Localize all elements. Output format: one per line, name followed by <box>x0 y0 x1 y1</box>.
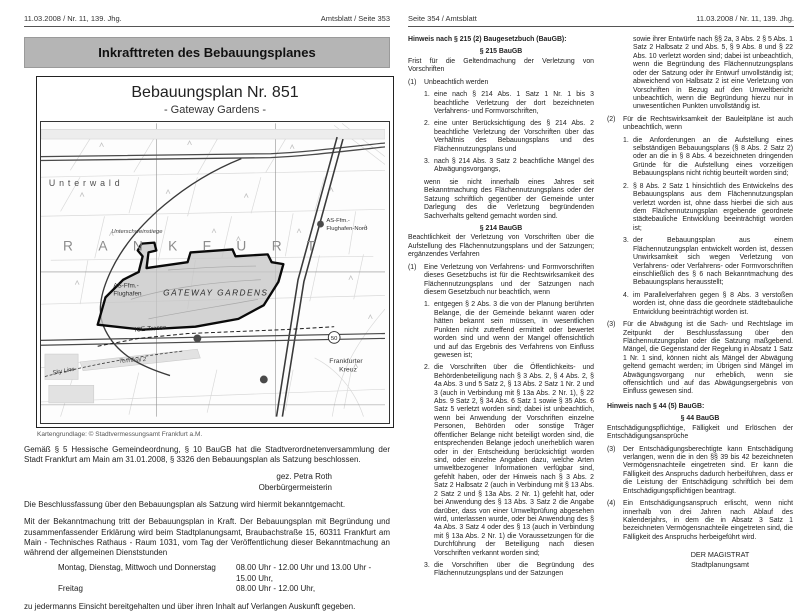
left-page-header <box>24 14 390 27</box>
plan-map <box>41 122 385 418</box>
left-header-date: 11.03.2008 / Nr. 11, 139. Jhg. <box>24 14 122 23</box>
gateway-gardens-label: GATEWAY GARDENS <box>163 287 269 298</box>
office-hours-times: 08.00 Uhr - 12.00 Uhr und 13.00 Uhr - 15.00 Uhr, <box>236 563 372 583</box>
road-badge-50 <box>328 332 340 344</box>
list-item <box>424 301 594 360</box>
ice-trasse-label: ICE-Trasse <box>134 324 167 334</box>
office-hours <box>58 563 390 594</box>
paragraph-text: Der Entschädigungsberechtigte kann Entschädigung verlangen, wenn die in den §§ 39 bis 42 bezeichneten Vermögensnachteile eingetreten sind. Er kann die Fälligkeit des Anspruchs dadurch herbeiführen, dass er die Leistung der Entschädigung schriftlich bei dem Entschädigungspflichtigen beantragt. <box>623 445 793 495</box>
paragraph-215-1-tail: wenn sie nicht innerhalb eines Jahres seit Bekanntmachung des Flächennutzungsplans oder der Satzung schriftlich gegenüber der Gemeinde unter Darlegung des die Verletzung begründenden Sachverhalts geltend gemacht worden sind. <box>424 178 594 220</box>
section-214-subtitle: Beachtlichkeit der Verletzung von Vorschriften über die Aufstellung des Flächennutzungsplans und der Satzungen; ergänzendes Verfahren <box>408 234 594 259</box>
list-item <box>424 364 594 558</box>
list-item-number: 4. <box>623 291 629 299</box>
paragraph-214-1 <box>408 264 594 298</box>
list-item-text: die Vorschriften über die Öffentlichkeits- und Behördenbeteiligung nach § 3 Abs. 2, § 4 Abs. 2, § 4a Abs. 3 und 5 Satz 2, § 13 Abs. 2 Satz 1 Nr. 2 und 3 (auch in Verbindung mit § 13a Abs. 2 Nr. 1), § 22 Abs. 9 Satz 2, § 34 Abs. 6 Satz 1 sowie § 35 Abs. 6 Satz 5 verletzt worden sind; dabei ist unbeachtlich, wenn bei Anwendung der Vorschriften einzelne Personen, Behörden oder sonstige Träger öffentlicher Belange nicht beteiligt worden sind, die entsprechenden Belange jedoch unerheblich waren oder in der Entscheidung berücksichtigt worden sind, oder einzelne Angaben dazu, welche Arten umweltbezogener Informationen verfügbar sind, gefehlt haben, oder der Hinweis nach § 3 Abs. 2 Satz 2 Halbsatz 2 (auch in Verbindung mit § 13 Abs. 2 Satz 2 und § 13a Abs. 2 Nr. 1) gefehlt hat, oder bei Anwendung des § 13 Abs. 3 Satz 2 die Angabe darüber, dass von einer Umweltprüfung abgesehen wird, unterlassen wurde, oder bei Anwendung des § 4a Abs. 3 Satz 4 oder des § 13 (auch in Verbindung mit § 13a Abs. 2 Nr. 1) die Voraussetzungen für die Durchführung der Beteiligung nach diesen Vorschriften verkannt worden sind; <box>434 364 594 557</box>
list-item-number: 3. <box>623 237 629 245</box>
list-item <box>623 237 793 288</box>
list-item <box>424 562 594 579</box>
page-left <box>24 14 390 612</box>
list-item-text: im Parallelverfahren gegen § 8 Abs. 3 verstoßen worden ist, ohne dass die geordnete städtebauliche Entwicklung beeinträchtigt worden ist. <box>633 291 793 316</box>
list-item-text: die Anforderungen an die Aufstellung eines selbständigen Bebauungsplans (§ 8 Abs. 2 Satz 2) oder an die in § 8 Abs. 4 bezeichneten dringenden Gründe für die Aufstellung eines vorzeitigen Bebauungsplans nicht richtig beurteilt worden sind; <box>633 136 793 178</box>
section-44-title: § 44 BauGB <box>680 415 720 423</box>
signature-block <box>24 472 332 493</box>
paragraph-label: (1) <box>408 78 417 86</box>
paragraph-label: (2) <box>607 115 616 123</box>
page-title: Inkrafttreten des Bebauungsplanes <box>24 37 390 68</box>
list-item-number: 2. <box>424 120 430 128</box>
list-item-text: eine unter Berücksichtigung des § 214 Abs. 2 beachtliche Verletzung der Vorschriften über das Verhältnis des Bebauungsplans und des Flächennutzungsplans und <box>434 120 594 153</box>
paragraph-label: (4) <box>607 500 616 508</box>
right-page-header <box>408 14 794 27</box>
frankfurter-kreuz-label-1: Frankfurter <box>329 357 363 365</box>
frankfurt-label: FRANKFURT <box>41 238 341 254</box>
paragraph-label: (3) <box>607 445 616 453</box>
paragraph-44-3 <box>607 446 793 497</box>
legal-column-1 <box>408 36 594 583</box>
signature-role: Oberbürgermeisterin <box>258 482 332 492</box>
office-hours-days: Freitag <box>58 584 83 594</box>
list-item-number: 2. <box>424 364 430 372</box>
right-header-date: 11.03.2008 / Nr. 11, 139. Jhg. <box>696 14 794 23</box>
list-item-text: entgegen § 2 Abs. 3 die von der Planung berührten Belange, die der Gemeinde bekannt waren oder hätten bekannt sein müssen, in wesentlichen Punkten nicht zutreffend ermittelt oder bewertet worden sind und wenn der Mangel offensichtlich und auf das Ergebnis des Verfahrens von Einfluss gewesen ist; <box>434 301 594 359</box>
rail-corridor <box>41 129 385 160</box>
paragraph-text: Für die Rechtswirksamkeit der Bauleitpläne ist auch unbeachtlich, wenn <box>623 115 793 132</box>
signature-name: gez. Petra Roth <box>276 472 332 482</box>
resolution-paragraph: Gemäß § 5 Hessische Gemeindeordnung, § 10 BauGB hat die Stadtverordnetenversammlung der Stadt Frankfurt am Main am 31.01.2008, § 3326 den Bebauungsplan als Satzung beschlossen. <box>24 445 390 465</box>
as-ffm-label-1: AS-Ffm.- <box>113 282 139 290</box>
paragraph-label: (3) <box>607 321 616 329</box>
paragraph-text: Eine Verletzung von Verfahrens- und Formvorschriften dieses Gesetzbuchs ist für die Rechtswirksamkeit des Flächennutzungsplans und der Satzungen nach diesem Gesetzbuch nur beachtlich, wenn <box>424 263 594 296</box>
left-header-page: Amtsblatt / Seite 353 <box>320 14 390 23</box>
list-item <box>623 292 793 317</box>
paragraph-215-1 <box>408 79 594 87</box>
built-up-blocks <box>45 349 200 403</box>
sky-line-label: Sky Line <box>52 366 76 377</box>
unterwald-label: Unterwald <box>48 177 124 188</box>
paragraph-text: Ein Entschädigungsanspruch erlischt, wenn nicht innerhalb von drei Jahren nach Ablauf des Kalenderjahrs, in dem die in Absatz 3 Satz 1 bezeichneten Vermögensnachteile eingetreten sind, die Fälligkeit des Anspruchs herbeigeführt wird. <box>623 500 793 541</box>
list-item-number: 1. <box>424 91 430 99</box>
list-item-text: nach § 214 Abs. 3 Satz 2 beachtliche Mängel des Abwägungsvorgangs, <box>434 158 594 174</box>
office-hours-row <box>58 563 390 584</box>
frankfurter-kreuz-label-2: Kreuz <box>339 366 357 374</box>
list-item <box>424 120 594 154</box>
list-item <box>623 137 793 179</box>
paragraph-label: (1) <box>408 263 417 271</box>
paragraph-214-3 <box>607 321 793 397</box>
map-frame <box>40 121 390 424</box>
office-hours-days: Montag, Dienstag, Mittwoch und Donnerstag <box>58 563 216 573</box>
motorway-a5 <box>277 137 343 417</box>
stadtplanungsamt-line: Stadtplanungsamt <box>691 559 749 569</box>
section-44-subtitle: Entschädigungspflichtige, Fälligkeit und Erlöschen der Entschädigungsansprüche <box>607 424 793 441</box>
list-item-number: 2. <box>623 182 629 190</box>
as-ffm-label-2: Flughafen <box>113 290 142 298</box>
list-item-text: eine nach § 214 Abs. 1 Satz 1 Nr. 1 bis 3 beachtliche Verletzung der dort bezeichneten Verfahrens- und Formvorschriften, <box>434 91 594 115</box>
list-item <box>623 183 793 234</box>
paragraph-44-4 <box>607 500 793 542</box>
as-ffm-nord-label-1: AS-Ffm.- <box>326 218 350 225</box>
office-hours-times: 08.00 Uhr - 12.00 Uhr, <box>236 584 316 594</box>
list-item <box>424 91 594 116</box>
right-header-page: Seite 354 / Amtsblatt <box>408 14 477 23</box>
list-item-number: 1. <box>424 301 430 309</box>
paragraph-text: Für die Abwägung ist die Sach- und Rechtslage im Zeitpunkt der Beschlussfassung über den Flächennutzungsplan oder die Satzung maßgebend. Mängel, die Gegenstand der Regelung in Absatz 1 Satz 1 Nr. 1 sind, können nicht als Mängel der Abwägung geltend gemacht werden; im Übrigen sind Mängel im Abwägungsvorgang nur erheblich, wenn sie offensichtlich und auf das Abwägungsergebnis von Einfluss gewesen sind. <box>623 321 793 396</box>
list-item-number: 3. <box>424 158 430 166</box>
section-215-title: § 215 BauGB <box>479 48 523 56</box>
list-item-text: der Bebauungsplan aus einem Flächennutzungsplan entwickelt worden ist, dessen Unwirksamkeit sich wegen Verletzung von Verfahrens- oder Verfahrens- oder Formvorschriften einschließlich des § 6 nach Bekanntmachung des Bebauungsplans herausstellt; <box>633 237 793 287</box>
list-item-text: § 8 Abs. 2 Satz 1 hinsichtlich des Entwickelns des Bebauungsplans aus dem Flächennutzungsplan verletzt worden ist, ohne dass hierbei die sich aus dem Flächennutzungsplan ergebende geordnete städtebauliche Entwicklung beeinträchtigt worden ist; <box>633 182 793 232</box>
magistrat-signature <box>607 550 793 569</box>
list-item-text: die Vorschriften über die Begründung des Flächennutzungsplans und der Satzungen <box>434 562 594 578</box>
office-hours-row <box>58 584 390 594</box>
list-item <box>424 158 594 175</box>
hint-44-heading: Hinweis nach § 44 (5) BauGB: <box>607 402 705 410</box>
closing-paragraph: zu jedermanns Einsicht bereitgehalten und über ihren Inhalt auf Verlangen Auskunft gegeben. <box>24 601 356 611</box>
section-214-title: § 214 BauGB <box>479 225 523 233</box>
inspection-paragraph: Mit der Bekanntmachung tritt der Bebauungsplan in Kraft. Der Bebauungsplan mit Begründung und zusammenfassender Erklärung wird beim Stadtplanungsamt, Braubachstraße 15, 60311 Frankfurt am Main - Technisches Rathaus - Raum 1031, vom Tag der Veröffentlichung dieser Bekanntmachung an während der allgemeinen Dienststunden <box>24 517 390 558</box>
section-215-subtitle: Frist für die Geltendmachung der Verletzung von Vorschriften <box>408 57 594 74</box>
hint-215-heading: Hinweis nach § 215 (2) Baugesetzbuch (BauGB): <box>408 36 567 43</box>
page-right <box>408 14 794 583</box>
paragraph-214-2 <box>607 116 793 133</box>
list-item-number: 1. <box>623 136 629 144</box>
terminal-2-label: Terminal 2 <box>118 356 147 365</box>
plan-subtitle: - Gateway Gardens - <box>163 104 267 116</box>
legal-column-2 <box>607 36 793 583</box>
unterschweinstiege-label: Unterschweinstiege <box>111 228 163 235</box>
announcement-paragraph: Die Beschlussfassung über den Bebauungsplan als Satzung wird hiermit bekanntgemacht. <box>24 500 346 510</box>
continuation-paragraph: sowie ihrer Entwürfe nach §§ 2a, 3 Abs. 2 § 5 Abs. 1 Satz 2 Halbsatz 2 und Abs. 5, § 9 Abs. 8 und § 22 Abs. 10 verletzt worden sind; dabei ist unbeachtlich, wenn die Begründung des Flächennutzungsplans oder der Satzung oder ihr Entwurf unvollständig ist; abweichend von Halbsatz 2 ist eine Verletzung von Vorschriften in Bezug auf den Umweltbericht unbeachtlich, wenn die Begründung hierzu nur in unwesentlichen Punkten unvollständig ist. <box>633 36 793 111</box>
plan-box <box>36 76 394 428</box>
map-caption: Kartengrundlage: © Stadtvermessungsamt Frankfurt a.M. <box>37 431 203 438</box>
road-badge-50-label: 50 <box>330 335 338 342</box>
list-item-number: 3. <box>424 562 430 570</box>
magistrat-line: DER MAGISTRAT <box>690 550 750 560</box>
as-ffm-nord-label-2: Flughafen-Nord <box>326 225 368 232</box>
paragraph-text: Unbeachtlich werden <box>424 78 489 86</box>
plan-title: Bebauungsplan Nr. 851 <box>131 84 299 101</box>
